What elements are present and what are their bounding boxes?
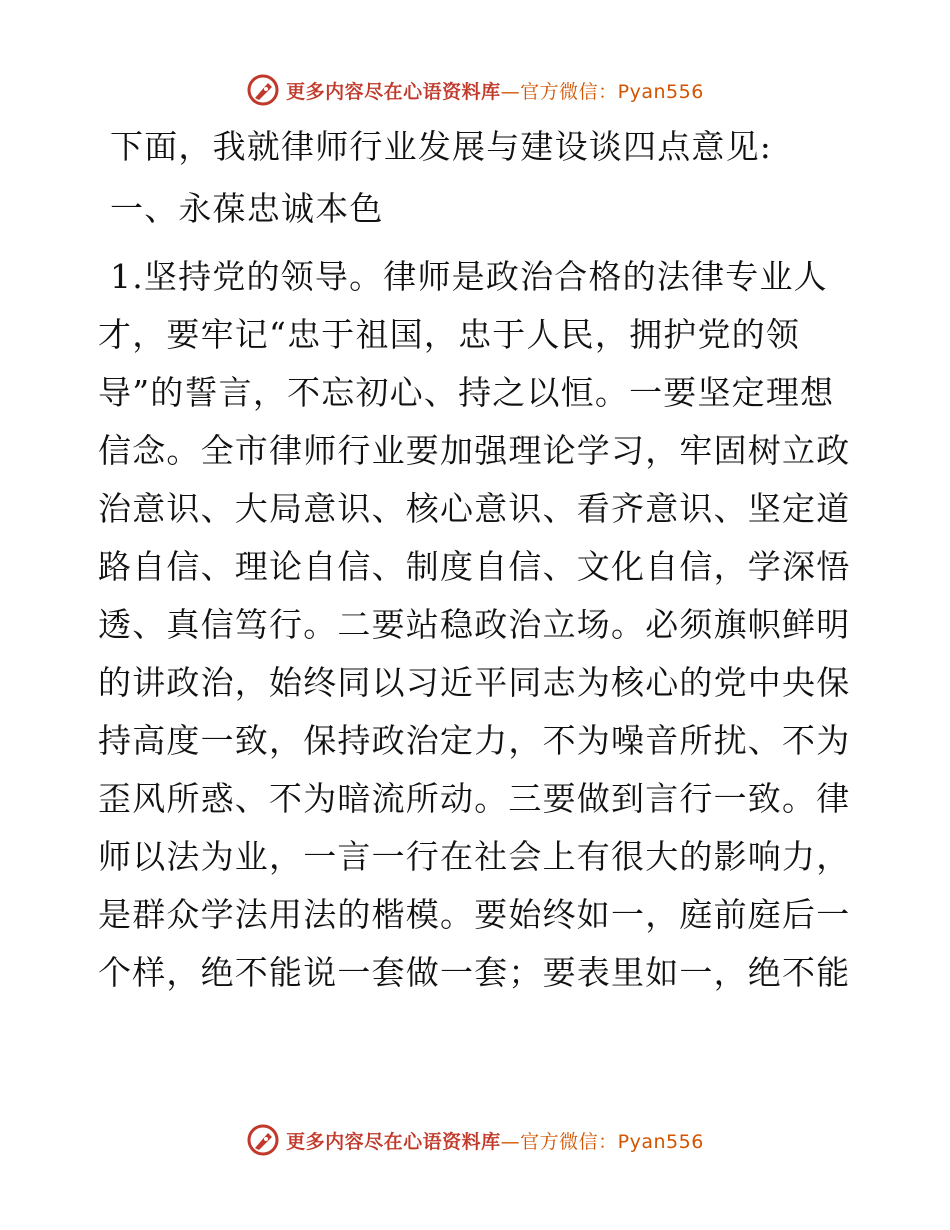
paragraph: [98, 248, 850, 1002]
watermark-prefix: 更多内容尽在心语资料库: [286, 80, 501, 103]
paragraph-line: 个样，绝不能说一套做一套；要表里如一，绝不能: [98, 953, 851, 992]
paragraph-line: 师以法为业，一言一行在社会上有很大的影响力，: [98, 837, 851, 876]
paragraph-line: 治意识、大局意识、核心意识、看齐意识、坚定道: [98, 489, 851, 528]
document-body: [98, 118, 850, 1002]
intro-line: 下面，我就律师行业发展与建设谈四点意见:: [110, 127, 773, 166]
paragraph-line: 才，要牢记“忠于祖国，忠于人民，拥护党的领: [98, 315, 801, 354]
paragraph-line: 导”的誓言，不忘初心、持之以恒。一要坚定理想: [98, 373, 835, 412]
paragraph-line: 持高度一致，保持政治定力，不为噪音所扰、不为: [98, 721, 851, 760]
pen-nib-circle-icon: [246, 1123, 280, 1157]
paragraph-line: 是群众学法用法的楷模。要始终如一，庭前庭后一: [98, 895, 851, 934]
pen-nib-circle-icon: [246, 73, 280, 107]
watermark-top: [0, 70, 950, 110]
paragraph-line: 透、真信笃行。二要站稳政治立场。必须旗帜鲜明: [98, 605, 851, 644]
section-heading: 一、永葆忠诚本色: [110, 189, 384, 228]
watermark-bottom: [0, 1120, 950, 1160]
watermark-text: [286, 1127, 704, 1154]
paragraph-line: 歪风所惑、不为暗流所动。三要做到言行一致。律: [98, 779, 851, 818]
watermark-suffix: —官方微信：Pyan556: [500, 80, 704, 103]
watermark-prefix: 更多内容尽在心语资料库: [286, 1130, 501, 1153]
watermark-text: [286, 77, 704, 104]
paragraph-line: 1.坚持党的领导。律师是政治合格的法律专业人: [110, 257, 828, 296]
paragraph-line: 路自信、理论自信、制度自信、文化自信，学深悟: [98, 547, 851, 586]
paragraph-line: 信念。全市律师行业要加强理论学习，牢固树立政: [98, 431, 851, 470]
paragraph-line: 的讲政治，始终同以习近平同志为核心的党中央保: [98, 663, 851, 702]
watermark-suffix: —官方微信：Pyan556: [500, 1130, 704, 1153]
